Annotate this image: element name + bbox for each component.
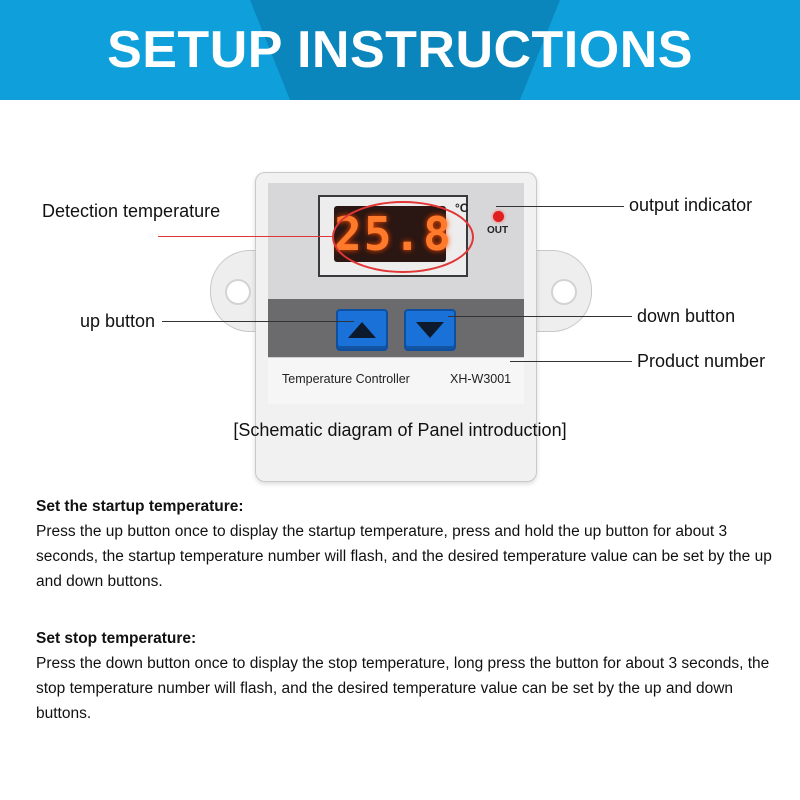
section-body: Press the up button once to display the startup temperature, press and hold the up button for about 3 seconds, the startup temperature number will flash, and the desired temperature value can be set by the up and down buttons. bbox=[36, 523, 772, 590]
section-body: Press the down button once to display the stop temperature, long press the button for about 3 seconds, the stop temperature number will flash, and the desired temperature value can be set by the up and down buttons. bbox=[36, 655, 770, 722]
section-startup-temperature bbox=[36, 494, 776, 594]
page-title: SETUP INSTRUCTIONS bbox=[107, 21, 693, 79]
callout-up-button: up button bbox=[80, 311, 156, 331]
leader-product bbox=[510, 361, 632, 362]
leader-up bbox=[162, 321, 354, 322]
out-label: OUT bbox=[487, 225, 509, 236]
display-panel bbox=[268, 183, 524, 299]
button-strip bbox=[268, 299, 524, 357]
device-name: Temperature Controller bbox=[282, 372, 410, 386]
callout-product-number: Product number bbox=[637, 351, 766, 371]
output-indicator-led bbox=[493, 211, 504, 222]
model-number: XH-W3001 bbox=[450, 372, 512, 386]
screw-hole bbox=[225, 279, 251, 305]
up-button[interactable] bbox=[336, 309, 388, 351]
celsius-unit: °C bbox=[455, 201, 469, 215]
section-heading: Set the startup temperature: bbox=[36, 498, 244, 515]
section-heading: Set stop temperature: bbox=[36, 630, 197, 647]
nameplate bbox=[268, 357, 524, 404]
leader-down bbox=[448, 316, 632, 317]
triangle-up-icon bbox=[338, 311, 386, 349]
callout-detection-temperature: Detection temperature bbox=[42, 201, 221, 221]
callout-output-indicator: output indicator bbox=[629, 195, 753, 215]
highlight-ellipse bbox=[332, 201, 474, 273]
section-stop-temperature bbox=[36, 626, 776, 726]
leader-output bbox=[496, 206, 624, 207]
header-banner bbox=[0, 0, 800, 100]
temperature-readout: 25.8 bbox=[334, 207, 453, 261]
panel-diagram bbox=[0, 100, 800, 460]
diagram-caption: [Schematic diagram of Panel introduction] bbox=[233, 420, 567, 440]
triangle-down-icon bbox=[406, 311, 454, 349]
screw-hole bbox=[551, 279, 577, 305]
leader-detection bbox=[158, 236, 332, 237]
callout-down-button: down button bbox=[637, 306, 736, 326]
